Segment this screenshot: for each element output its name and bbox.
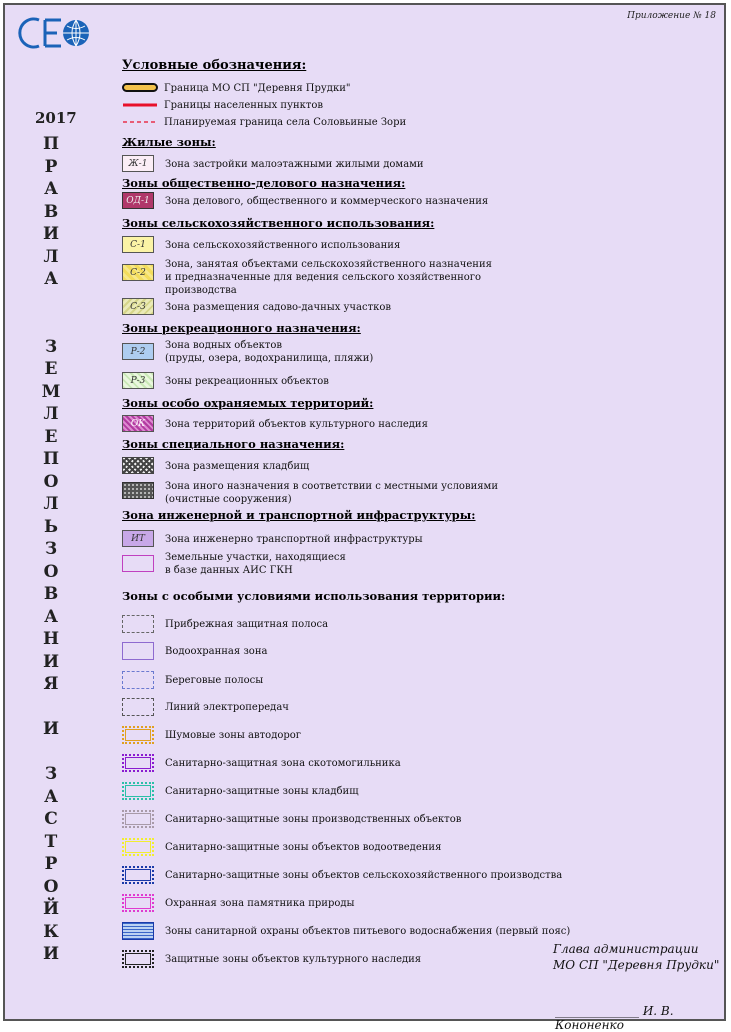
restriction-swatch <box>122 866 154 884</box>
vertical-title-letter: С <box>44 809 58 829</box>
legend-title: Условные обозначения: <box>122 58 307 73</box>
legend-item-label: Зона территорий объектов культурного наследия <box>165 419 428 430</box>
vertical-title-letter: Р <box>44 156 58 177</box>
legend-item-label: Зона делового, общественного и коммерческого назначения <box>165 196 489 207</box>
restriction-label: Санитарно-защитные зоны производственных объектов <box>165 814 462 825</box>
restriction-swatch <box>122 782 154 800</box>
vertical-title-letter: Ь <box>43 516 59 537</box>
restriction-label: Линий электропередач <box>165 702 289 713</box>
restriction-label: Санитарно-защитная зона скотомогильника <box>165 758 401 769</box>
vertical-title-letter: Л <box>43 246 59 267</box>
zone-swatch-s1: С-1 <box>122 236 154 253</box>
restriction-label: Санитарно-защитные зоны объектов сельскохозяйственного производства <box>165 870 563 881</box>
restriction-label: Защитные зоны объектов культурного наследия <box>165 954 422 965</box>
vertical-title-letter: З <box>44 336 58 357</box>
appendix-number: Приложение № 18 <box>627 11 716 21</box>
legend-item-label: Зона, занятая объектами сельскохозяйственного назначения и предназначенные для ведения сельского хозяйственного производства <box>165 259 492 296</box>
section-special: Зоны специального назначения: <box>122 437 345 451</box>
zone-swatch-zh1: Ж-1 <box>122 155 154 172</box>
legend-item-label: Планируемая граница села Соловьиные Зори <box>164 117 407 128</box>
restriction-swatch <box>122 922 154 940</box>
zone-swatch-cemeteries <box>122 457 154 474</box>
restriction-label: Водоохранная зона <box>165 646 268 657</box>
zone-swatch-s3: С-3 <box>122 298 154 315</box>
vertical-title-letter: Н <box>42 629 60 649</box>
restriction-label: Прибрежная защитная полоса <box>165 619 329 630</box>
zone-swatch-r3: Р-3 <box>122 372 154 389</box>
vertical-title-letter: Т <box>44 831 58 852</box>
vertical-title-letter: Е <box>44 426 58 447</box>
section-restrictions: Зоны с особыми условиями использования территории: <box>122 589 506 603</box>
vertical-title-letter <box>38 741 64 764</box>
vertical-title-letter: В <box>43 584 59 604</box>
vertical-title-letter: В <box>43 201 59 222</box>
zone-swatch-od1: ОД-1 <box>122 192 154 209</box>
restriction-label: Санитарно-защитные зоны кладбищ <box>165 786 359 797</box>
vertical-title-letter: И <box>42 719 60 739</box>
vertical-title-letter: И <box>42 224 60 244</box>
section-public: Зоны общественно-делового назначения: <box>122 176 406 190</box>
restriction-label: Санитарно-защитные зоны объектов водоотведения <box>165 842 442 853</box>
settlement-boundary-line-symbol <box>122 99 158 111</box>
legend-item-label: Зона сельскохозяйственного использования <box>165 240 401 251</box>
vertical-title-letter: А <box>44 269 58 289</box>
restriction-swatch <box>122 642 154 660</box>
vertical-title-letter: И <box>42 944 60 964</box>
vertical-title-letter: О <box>43 876 59 897</box>
restriction-label: Охранная зона памятника природы <box>165 898 355 909</box>
vertical-title-letter: М <box>41 381 61 402</box>
vertical-title-letter: Р <box>44 854 58 874</box>
restriction-label: Зоны санитарной охраны объектов питьевого водоснабжения (первый пояс) <box>165 926 571 937</box>
vertical-title-letter: З <box>44 764 58 784</box>
section-infrastructure: Зона инженерной и транспортной инфраструктуры: <box>122 508 476 522</box>
vertical-title-letter: О <box>43 561 59 582</box>
legend-item-label: Зона размещения садово-дачных участков <box>165 302 392 313</box>
vertical-title-letter: К <box>43 921 59 942</box>
vertical-title-letter: Й <box>42 899 60 919</box>
signature-title: Глава администрации <box>553 942 699 956</box>
zone-swatch-it: ИТ <box>122 530 154 547</box>
restriction-swatch <box>122 838 154 856</box>
legend-item-label: Граница МО СП "Деревня Прудки" <box>164 83 351 94</box>
zone-swatch-ais-gkn <box>122 555 154 572</box>
legend-item-label: Зона водных объектов (пруды, озера, водохранилища, пляжи) <box>165 340 374 364</box>
signature-organization: МО СП "Деревня Прудки" <box>553 958 720 972</box>
legend-item-label: Зоны рекреационных объектов <box>165 376 329 387</box>
vertical-title-letter: П <box>42 449 60 469</box>
section-agricultural: Зоны сельскохозяйственного использования: <box>122 216 435 230</box>
legend-item-label: Границы населенных пунктов <box>164 100 324 111</box>
zone-swatch-ok: ОК <box>122 415 154 432</box>
vertical-title-letter: О <box>43 471 59 492</box>
vertical-title-letter: З <box>44 539 58 559</box>
vertical-document-title <box>38 133 64 966</box>
restriction-swatch <box>122 698 154 716</box>
legend-item-label: Зона иного назначения в соответствии с местными условиями (очистные сооружения) <box>165 481 498 505</box>
document-year: 2017 <box>35 109 77 127</box>
restriction-label: Береговые полосы <box>165 675 264 686</box>
zone-swatch-s2: С-2 <box>122 264 154 281</box>
vertical-title-letter: Е <box>44 359 58 379</box>
vertical-title-letter <box>38 696 64 719</box>
signature-name: ______________ И. В. Кононенко <box>555 1004 674 1032</box>
restriction-swatch <box>122 754 154 772</box>
legend-item-label: Зона застройки малоэтажными жилыми домами <box>165 159 424 170</box>
zone-swatch-r2: Р-2 <box>122 343 154 360</box>
restriction-label: Шумовые зоны автодорог <box>165 730 302 741</box>
restriction-swatch <box>122 615 154 633</box>
vertical-title-letter: А <box>44 786 58 807</box>
legend-item-label: Земельные участки, находящиеся в базе данных АИС ГКН <box>165 552 346 576</box>
mo-boundary-line-symbol <box>122 82 158 94</box>
vertical-title-letter: И <box>42 651 60 672</box>
vertical-title-letter: Л <box>43 494 59 514</box>
legend-item-label: Зона инженерно транспортной инфраструктуры <box>165 534 423 545</box>
vertical-title-letter <box>38 313 64 336</box>
vertical-title-letter: П <box>42 134 60 154</box>
vertical-title-letter: А <box>44 606 58 627</box>
zone-swatch-other-purpose <box>122 482 154 499</box>
vertical-title-letter: Л <box>43 404 59 424</box>
vertical-title-letter: А <box>44 179 58 199</box>
section-protected: Зоны особо охраняемых территорий: <box>122 396 374 410</box>
vertical-title-letter: Я <box>43 674 59 694</box>
restriction-swatch <box>122 810 154 828</box>
restriction-swatch <box>122 671 154 689</box>
vertical-title-letter <box>38 291 64 314</box>
section-residential: Жилые зоны: <box>122 135 216 149</box>
legend-item-label: Зона размещения кладбищ <box>165 461 310 472</box>
planned-boundary-line-symbol <box>122 116 158 128</box>
restriction-swatch <box>122 950 154 968</box>
section-recreation: Зоны рекреационного назначения: <box>122 321 361 335</box>
document-page <box>3 3 726 1032</box>
restriction-swatch <box>122 726 154 744</box>
organization-logo <box>19 12 95 52</box>
restriction-swatch <box>122 894 154 912</box>
